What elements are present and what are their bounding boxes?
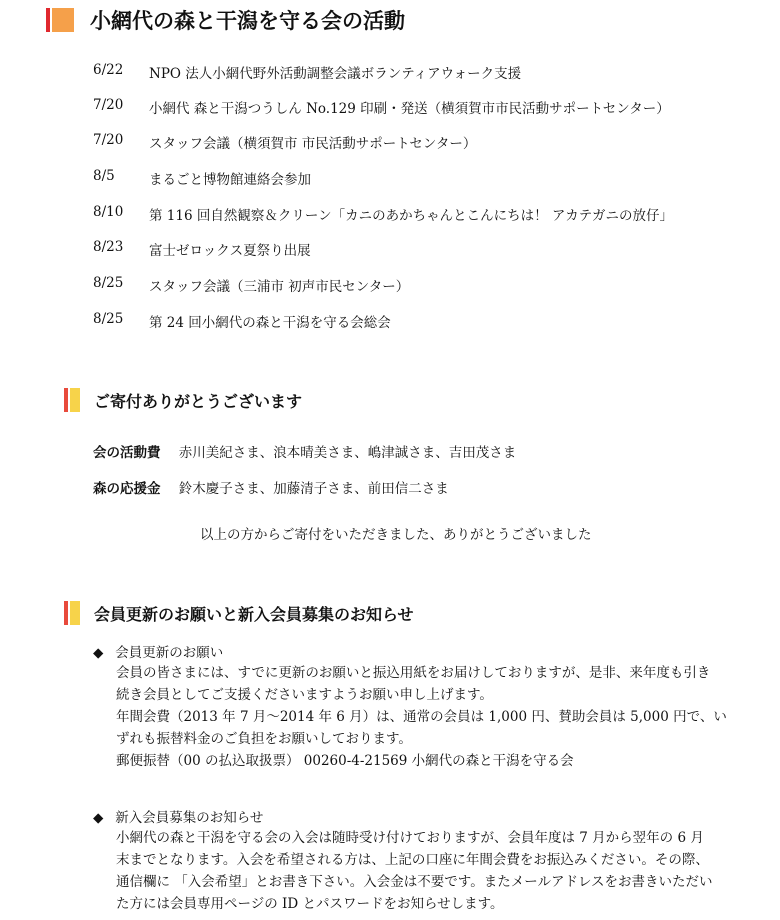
renewal-body xyxy=(116,662,742,772)
activity-date: 7/20 xyxy=(93,97,124,113)
activity-date: 8/25 xyxy=(93,311,124,327)
heading-accent-red xyxy=(64,388,68,412)
activity-item xyxy=(93,311,391,331)
activity-text: 小網代 森と干潟つうしん No.129 印刷・発送（横須賀市市民活動サポートセンター） xyxy=(149,101,670,117)
activities-heading xyxy=(46,5,405,35)
diamond-bullet-icon: ◆ xyxy=(93,645,104,661)
activity-item xyxy=(93,97,670,117)
activity-text: スタッフ会議（横須賀市 市民活動サポートセンター） xyxy=(149,136,477,152)
donation-names: 鈴木慶子さま、加藤清子さま、前田信二さま xyxy=(178,481,449,497)
activity-date: 8/25 xyxy=(93,275,124,291)
donation-names: 赤川美紀さま、浪本晴美さま、嶋津誠さま、吉田茂さま xyxy=(178,445,517,461)
recruit-heading-text: 新入会員募集のお知らせ xyxy=(115,810,264,826)
heading-accent-red xyxy=(46,8,50,32)
recruit-line: た方には会員専用ページの ID とパスワードをお知らせします。 xyxy=(116,896,504,912)
donation-row xyxy=(93,477,449,497)
activity-item xyxy=(93,132,476,152)
renewal-line: 年間会費（2013 年 7 月～2014 年 6 月）は、通常の会員は 1,000 円、賛助会員は 5,000 円で、い xyxy=(116,709,727,725)
renewal-line: 会員の皆さまには、すでに更新のお願いと振込用紙をお届けしておりますが、是非、来年度も引き xyxy=(116,665,711,681)
recruit-line: 通信欄に 「入会希望」とお書き下さい。入会金は不要です。またメールアドレスをお書きいただい xyxy=(116,874,713,890)
activity-date: 8/10 xyxy=(93,204,124,220)
activity-item xyxy=(93,275,409,295)
activity-item xyxy=(93,239,311,259)
activity-date: 7/20 xyxy=(93,132,124,148)
donation-label: 森の応援金 xyxy=(93,481,161,497)
activity-item xyxy=(93,204,673,224)
activity-text: 第 116 回自然観察＆クリーン「カニのあかちゃんとこんにちは！ アカテガニの放仔」 xyxy=(149,208,673,224)
donation-row xyxy=(93,441,516,461)
renewal-heading xyxy=(93,641,223,661)
activity-text: 第 24 回小網代の森と干潟を守る会総会 xyxy=(149,315,391,331)
recruit-body xyxy=(116,827,742,915)
activity-item xyxy=(93,168,311,188)
renewal-line: 続き会員としてご支援くださいますようお願い申し上げます。 xyxy=(116,687,493,703)
donation-label: 会の活動費 xyxy=(93,445,161,461)
recruit-heading xyxy=(93,806,263,826)
heading-accent-yellow xyxy=(70,601,80,625)
donations-thanks: 以上の方からご寄付をいただきました、ありがとうございました xyxy=(200,527,592,543)
renewal-line: 郵便振替（00 の払込取扱票） 00260-4-21569 小網代の森と干潟を守る会 xyxy=(116,753,574,769)
renewal-line: ずれも振替料金のご負担をお願いしております。 xyxy=(116,731,412,747)
activities-title: 小網代の森と干潟を守る会の活動 xyxy=(90,9,405,33)
activity-item xyxy=(93,62,521,82)
heading-accent-yellow xyxy=(70,388,80,412)
activity-text: 富士ゼロックス夏祭り出展 xyxy=(149,243,311,259)
recruit-line: 末までとなります。入会を希望される方は、上記の口座に年間会費をお振込みください。その際、 xyxy=(116,852,709,868)
heading-accent-red xyxy=(64,601,68,625)
membership-title: 会員更新のお願いと新入会員募集のお知らせ xyxy=(94,604,414,624)
renewal-heading-text: 会員更新のお願い xyxy=(115,645,224,661)
diamond-bullet-icon: ◆ xyxy=(93,810,104,826)
activity-date: 8/5 xyxy=(93,168,115,184)
heading-accent-orange xyxy=(52,8,74,32)
donations-title: ご寄付ありがとうございます xyxy=(94,391,303,411)
activity-text: NPO 法人小網代野外活動調整会議ボランティアウォーク支援 xyxy=(149,66,522,82)
activity-date: 6/22 xyxy=(93,62,124,78)
donations-heading xyxy=(64,388,302,412)
membership-heading xyxy=(64,601,414,625)
activity-date: 8/23 xyxy=(93,239,124,255)
recruit-line: 小網代の森と干潟を守る会の入会は随時受け付けておりますが、会員年度は 7 月から翌年の 6 月 xyxy=(116,830,704,846)
activity-text: スタッフ会議（三浦市 初声市民センター） xyxy=(149,279,410,295)
activity-text: まるごと博物館連絡会参加 xyxy=(149,172,311,188)
